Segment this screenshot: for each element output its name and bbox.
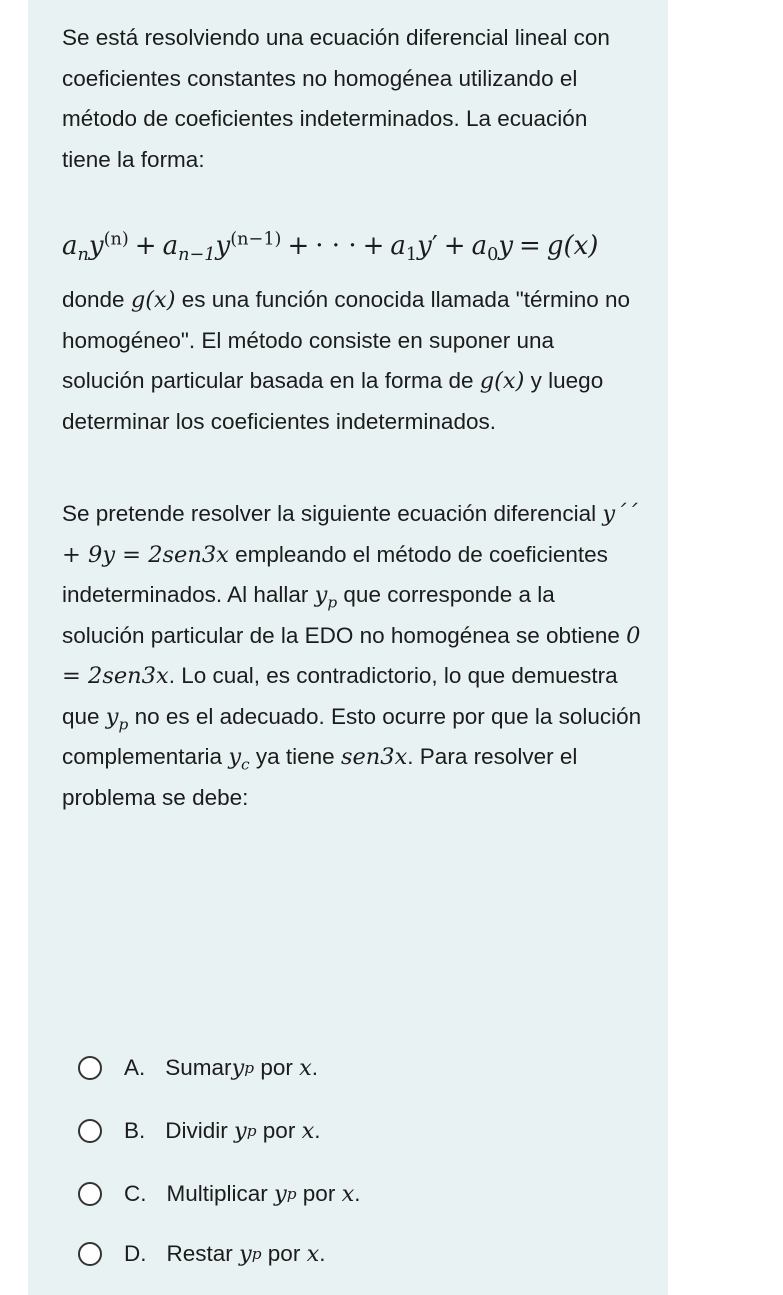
option-d[interactable]: D. Restar y p por x . — [78, 1237, 326, 1271]
problem-paragraph: Se pretende resolver la siguiente ecuación diferencial y´´ + 9y = 2sen3x empleando el método de coeficientes indeterminados. Al hallar $y_p$ que corresponde a la solución particular de la EDO no homogénea se obtiene 0 = 2sen3x. Lo cual, es contradictorio, lo que demuestra que $y_p$ no es el adecuado. Esto ocurre por que la solución complementaria $y_c$ ya tiene sen3x. Para resolver el problema se debe: — [62, 501, 642, 810]
radio-button-b[interactable] — [78, 1119, 102, 1143]
ode-expression: y´´ + 9y = 2sen3x — [62, 501, 638, 568]
definition-paragraph: donde g(x) es una función conocida llamada "término no homogéneo". El método consiste en suponer una solución particular basada en la forma de g(x) y luego determinar los coeficientes indeterminados. — [62, 287, 630, 434]
intro-paragraph: Se está resolviendo una ecuación diferencial lineal con coeficientes constantes no homogénea utilizando el método de coeficientes indeterminados. La ecuación tiene la forma: — [62, 25, 610, 172]
contradiction-expression: 0 = 2sen3x — [62, 622, 641, 689]
option-a[interactable]: A. Sumar y p por x . — [78, 1051, 318, 1085]
radio-button-c[interactable] — [78, 1182, 102, 1206]
radio-button-a[interactable] — [78, 1056, 102, 1080]
option-b[interactable]: B. Dividir y p por x . — [78, 1114, 321, 1148]
option-c[interactable]: C. Multiplicar y p por x . — [78, 1177, 361, 1211]
radio-button-d[interactable] — [78, 1242, 102, 1266]
general-equation: $a_ny^{(n)} + a_{n-1}y^{(n-1)}$ + · · · + $a_1y' + a_0y = g(x)$ — [62, 229, 599, 266]
